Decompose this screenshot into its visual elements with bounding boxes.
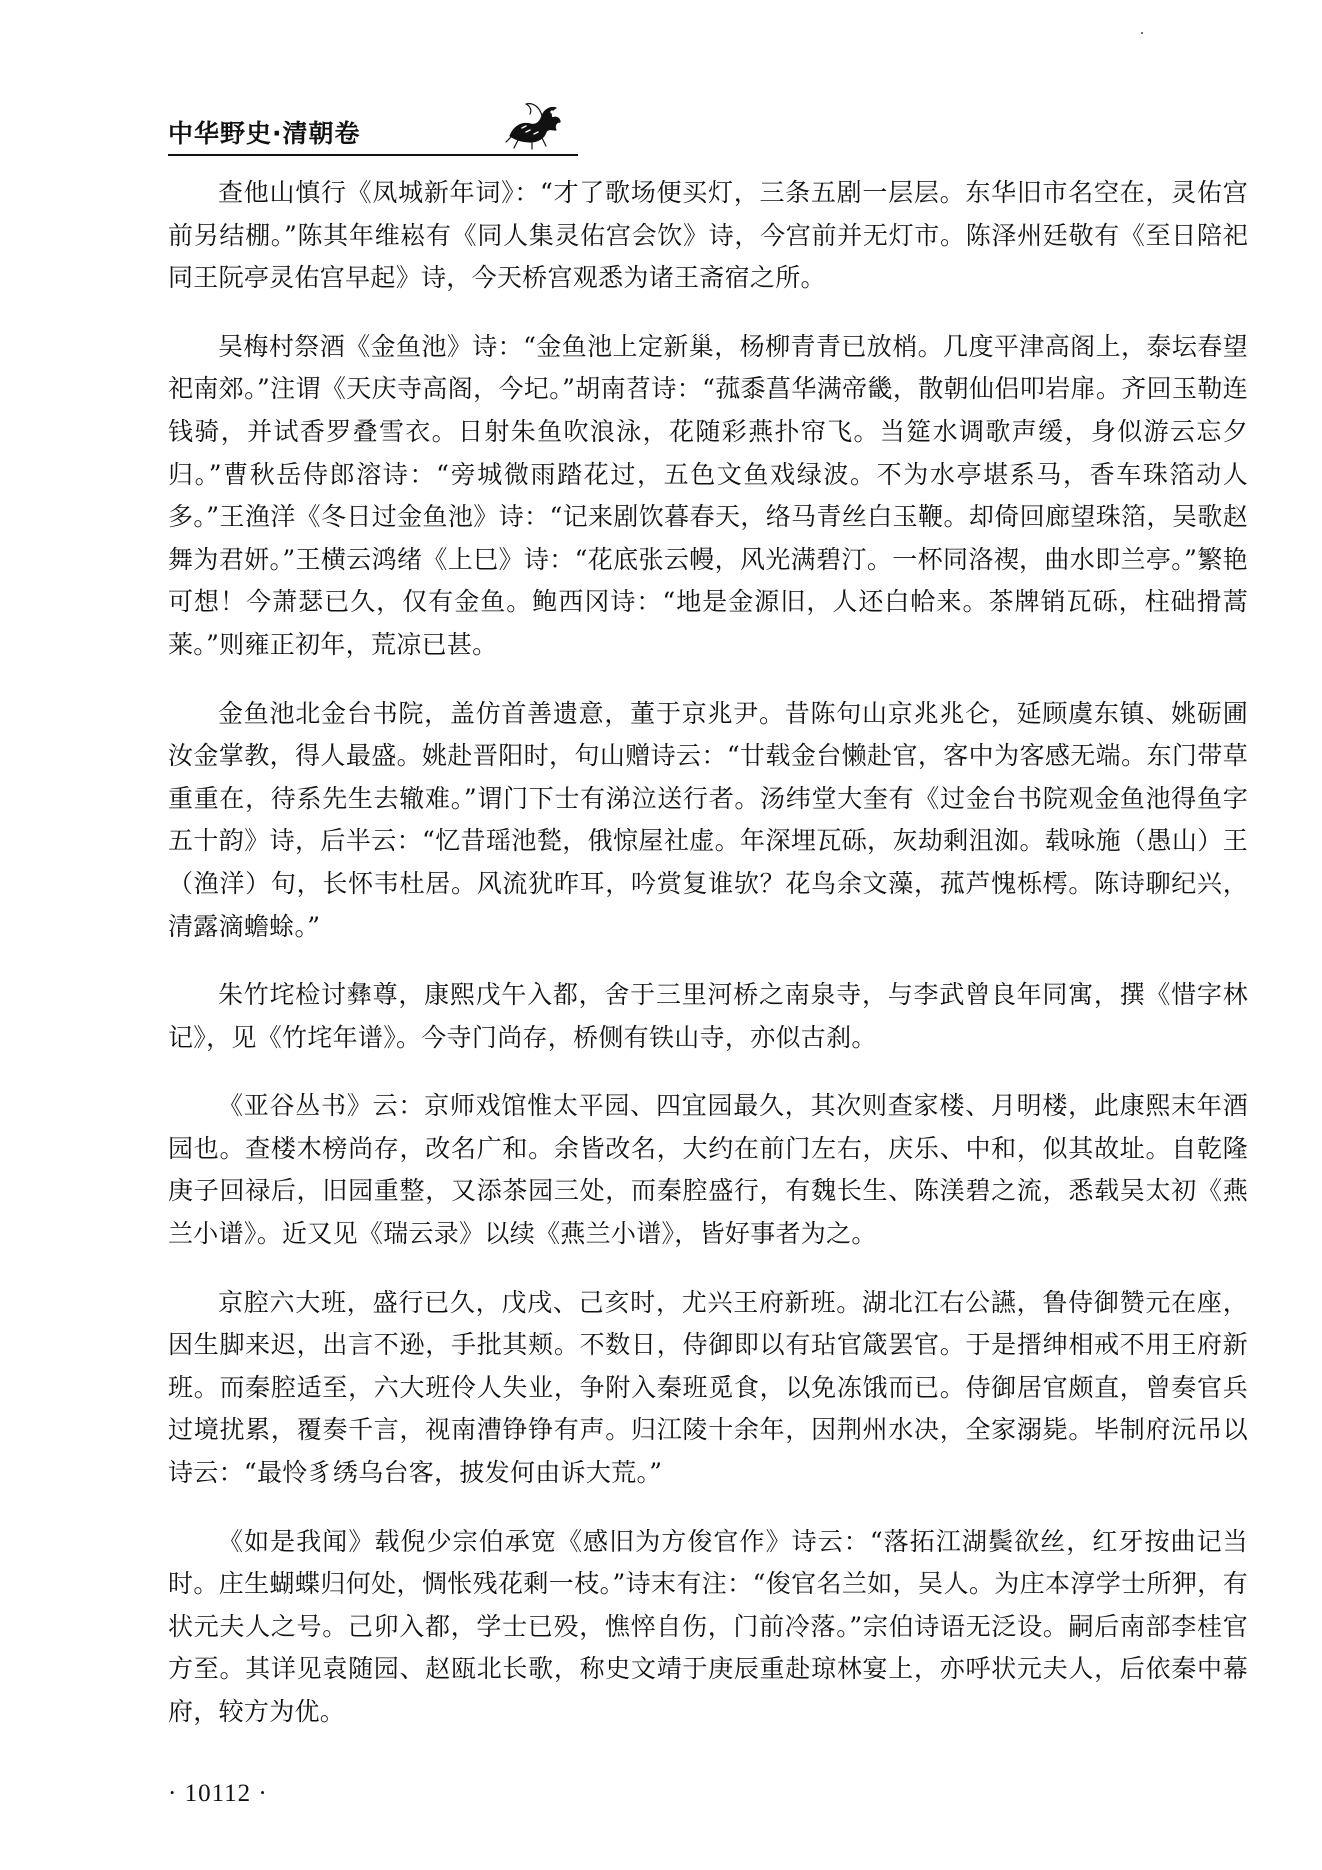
paragraph: 查他山慎行《凤城新年词》：“才了歌场便买灯，三条五剧一层层。东华旧市名空在，灵佑宫前另结棚。”陈其年维崧有《同人集灵佑宫会饮》诗，今宫前并无灯市。陈泽州廷敬有《至日陪祀同王阮亭灵佑宫早起》诗，今天桥宫观悉为诸王斋宿之所。 xyxy=(168,178,1248,293)
paragraph: 京腔六大班，盛行已久，戊戌、己亥时，尤兴王府新班。湖北江右公讌，鲁侍御赞元在座，因生脚来迟，出言不逊，手批其颊。不数日，侍御即以有玷官箴罢官。于是搢绅相戒不用王府新班。而秦腔适至，六大班伶人失业，争附入秦班觅食，以免冻饿而已。侍御居官颇直，曾奏官兵过境扰累，覆奏千言，视南漕铮铮有声。归江陵十余年，因荆州水决，全家溺毙。毕制府沅吊以诗云：“最怜豸绣乌台客，披发何由诉大荒。” xyxy=(168,1287,1248,1488)
paragraph: 朱竹垞检讨彝尊，康熙戊午入都，舍于三里河桥之南泉寺，与李武曾良年同寓，撰《惜字林记》，见《竹垞年谱》。今寺门尚存，桥侧有铁山寺，亦似古刹。 xyxy=(168,980,1248,1052)
page-number: · 10112 · xyxy=(168,1780,268,1807)
article-body xyxy=(168,172,1248,1760)
dragon-logo-icon xyxy=(502,96,566,150)
paragraph: 《亚谷丛书》云：京师戏馆惟太平园、四宜园最久，其次则查家楼、月明楼，此康熙末年酒园也。查楼木榜尚存，改名广和。余皆改名，大约在前门左右，庆乐、中和，似其故址。自乾隆庚子回禄后，旧园重整，又添茶园三处，而秦腔盛行，有魏长生、陈渼碧之流，悉载吴太初《燕兰小谱》。近又见《瑞云录》以续《燕兰小谱》，皆好事者为之。 xyxy=(168,1091,1248,1249)
scan-speck xyxy=(1140,20,1144,24)
paragraph: 《如是我闻》载倪少宗伯承宽《感旧为方俊官作》诗云：“落拓江湖鬓欲丝，红牙按曲记当时。庄生蝴蝶归何处，惆怅残花剩一枝。”诗末有注：“俊官名兰如，吴人。为庄本淳学士所狎，有状元夫人之号。己卯入都，学士已殁，憔悴自伤，门前冷落。”宗伯诗语无泛设。嗣后南部李桂官方至。其详见袁随园、赵瓯北长歌，称史文靖于庚辰重赴琼林宴上，亦呼状元夫人，后依秦中幕府，较方为优。 xyxy=(168,1526,1248,1726)
paragraph: 金鱼池北金台书院，盖仿首善遗意，董于京兆尹。昔陈句山京兆兆仑，延顾虞东镇、姚砺圃汝金掌教，得人最盛。姚赴晋阳时，句山赠诗云：“廿载金台懒赴官，客中为客感无端。东门带草重重在，待系先生去辙难。”谓门下士有涕泣送行者。汤纬堂大奎有《过金台书院观金鱼池得鱼字五十韵》诗，后半云：“忆昔瑶池甃，俄惊屋社虚。年深埋瓦砾，灰劫剩沮洳。载咏施（愚山）王（渔洋）句，长怀韦杜居。风流犹昨耳，吟赏复谁欤？花鸟余文藻，菰芦愧栎樗。陈诗聊纪兴，清露滴蟾蜍。” xyxy=(168,698,1248,941)
book-title: 中华野史·清朝卷 xyxy=(168,119,361,148)
page-header xyxy=(168,96,578,160)
paragraph: 吴梅村祭酒《金鱼池》诗：“金鱼池上定新巢，杨柳青青已放梢。几度平津高阁上，泰坛春望祀南郊。”注谓《天庆寺高阁，今圮。”胡南苕诗：“菰黍菖华满帝畿，散朝仙侣叩岩扉。齐回玉勒连钱骑，并试香罗叠雪衣。日射朱鱼吹浪泳，花随彩燕扑帘飞。当筵水调歌声缓，身似游云忘夕归。”曹秋岳侍郎溶诗：“旁城微雨踏花过，五色文鱼戏绿波。不为水亭堪系马，香车珠箔动人多。”王渔洋《冬日过金鱼池》诗：“记来剧饮暮春天，络马青丝白玉鞭。却倚回廊望珠箔，吴歌赵舞为君妍。”王横云鸿绪《上巳》诗：“花底张云幔，风光满碧汀。一杯同洛禊，曲水即兰亭。”繁艳可想！今萧瑟已久，仅有金鱼。鲍西冈诗：“地是金源旧，人还白帢来。茶牌销瓦砾，柱础搰蒿莱。”则雍正初年，荒凉已甚。 xyxy=(168,331,1248,659)
header-divider xyxy=(168,154,578,156)
